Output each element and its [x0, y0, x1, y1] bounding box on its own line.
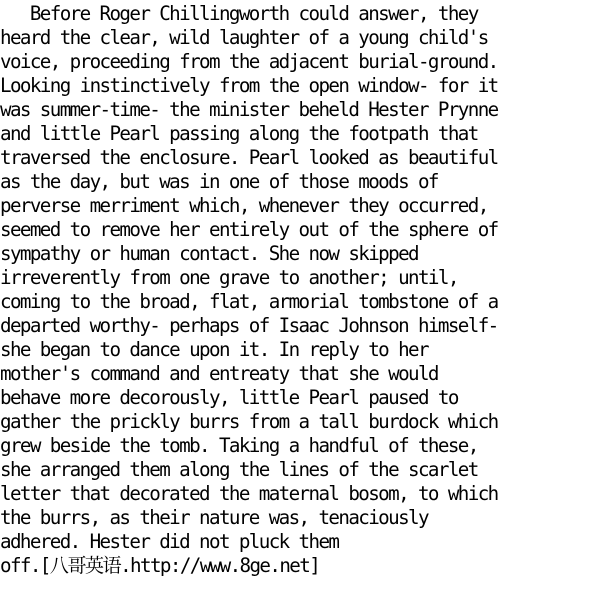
text-line-13: coming to the broad, flat, armorial tombstone of a: [0, 290, 498, 313]
text-line-22: the burrs, as their nature was, tenaciously: [0, 506, 428, 529]
text-line-21: letter that decorated the maternal bosom, to which: [0, 482, 498, 505]
text-line-10: seemed to remove her entirely out of the sphere of: [0, 218, 498, 241]
text-line-3: voice, proceeding from the adjacent burial-ground.: [0, 50, 498, 73]
text-line-11: sympathy or human contact. She now skipped: [0, 242, 418, 265]
text-line-14: departed worthy- perhaps of Isaac Johnson himself-: [0, 314, 498, 337]
text-line-7: traversed the enclosure. Pearl looked as beautiful: [0, 146, 498, 169]
text-line-23: adhered. Hester did not pluck them: [0, 530, 339, 553]
text-line-12: irreverently from one grave to another; until,: [0, 266, 458, 289]
text-line-6: and little Pearl passing along the footpath that: [0, 122, 478, 145]
text-line-8: as the day, but was in one of those moods of: [0, 170, 438, 193]
text-line-24: off.[八哥英语.http://www.8ge.net]: [0, 554, 320, 577]
text-line-18: gather the prickly burrs from a tall burdock which: [0, 410, 498, 433]
text-line-9: perverse merriment which, whenever they occurred,: [0, 194, 488, 217]
text-line-2: heard the clear, wild laughter of a young child's: [0, 26, 488, 49]
text-line-17: behave more decorously, little Pearl paused to: [0, 386, 458, 409]
text-line-19: grew beside the tomb. Taking a handful of these,: [0, 434, 478, 457]
document-page: [0, 2, 600, 602]
text-line-16: mother's command and entreaty that she would: [0, 362, 438, 385]
text-line-1: Before Roger Chillingworth could answer, they: [0, 2, 478, 25]
text-line-5: was summer-time- the minister beheld Hester Prynne: [0, 98, 498, 121]
text-line-15: she began to dance upon it. In reply to her: [0, 338, 428, 361]
text-line-20: she arranged them along the lines of the scarlet: [0, 458, 478, 481]
text-line-4: Looking instinctively from the open window- for it: [0, 74, 498, 97]
